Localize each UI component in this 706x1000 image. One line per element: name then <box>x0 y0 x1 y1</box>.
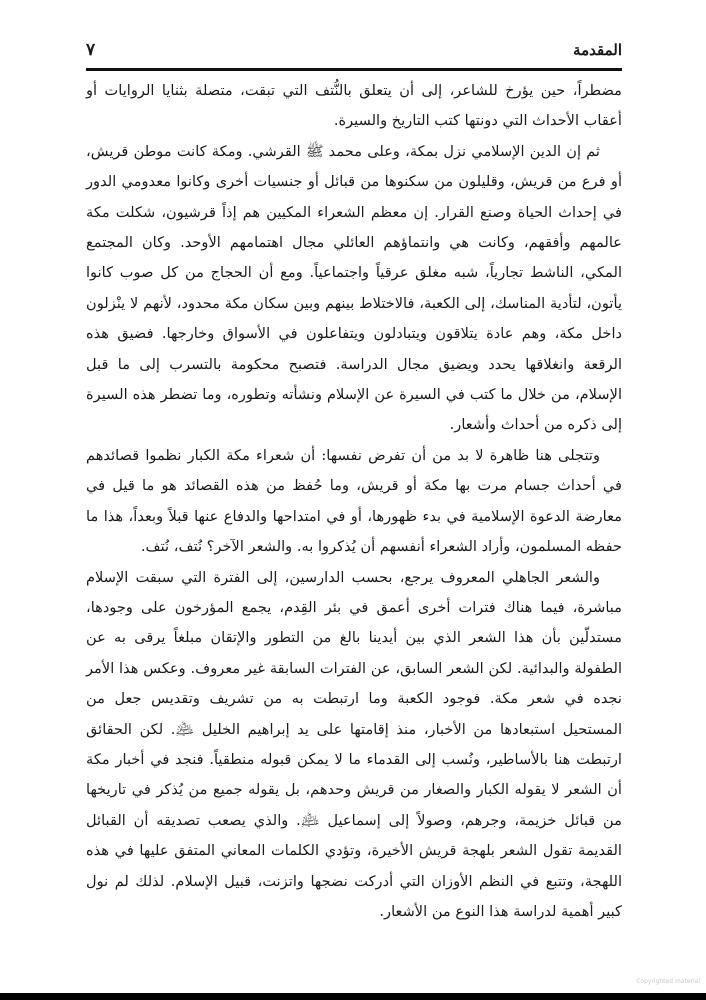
body-text <box>86 76 622 927</box>
chapter-title: المقدمة <box>573 41 622 59</box>
paragraph-continuation: مضطراً، حين يؤرخ للشاعر، إلى أن يتعلق بالنُّتف التي تبقت، متصلة بثنايا الروايات أو أعقاب الأحداث التي دونتها كتب التاريخ والسيرة. <box>86 82 622 130</box>
paragraph: وتتجلى هنا ظاهرة لا بد من أن تفرض نفسها: أن شعراء مكة الكبار نظموا قصائدهم في أحداث جسام مرت بها مكة أو قريش، وما حُفظ من هذه القصائد هو ما قيل في معارضة الدعوة الإسلامية في بدء ظهورها، أو في امتداحها والدفاع عنها قبلاً وبعداً، هذا ما حفظه المسلمون، وأراد الشعراء أنفسهم أن يُذكروا به. والشعر الآخر؟ نُتف، نُتف. <box>86 446 622 556</box>
header-divider <box>86 68 622 71</box>
copyright-watermark: Copyrighted material <box>636 978 700 985</box>
running-header <box>86 30 622 60</box>
paragraph: والشعر الجاهلي المعروف يرجع، بحسب الدارسين، إلى الفترة التي سبقت الإسلام مباشرة، فيما هناك فترات أخرى أعمق في بئر القِدم، يجمع المؤرخون على وجودها، مستدلّين بأن هذا الشعر الذي بين أيدينا بالغ من التطور والإتقان مبلغاً يرقى به عن الطفولة والبدائية. لكن الشعر السابق، عن الفترات السابقة غير معروف. وعكس هذا الأمر نجده في شعر مكة. فوجود الكعبة وما ارتبطت به من تشريف وتقديس جعل من المستحيل استبعادها من الأخبار، منذ إقامتها على يد إبراهيم الخليل ﵇. لكن الحقائق ارتبطت هنا بالأساطير، ونُسب إلى القدماء ما لا يمكن قبوله منطقياً. فنجد في أخبار مكة أن الشعر لا يقوله الكبار والصغار من قريش وحدهم، بل يقوله جميع من يُذكر في تاريخها من قبائل خزيمة، وجرهم، وصولاً إلى إسماعيل ﵇. والذي يصعب تصديقه أن القبائل القديمة تقول الشعر بلهجة قريش الأخيرة، وتؤدي الكلمات المعاني المتفق عليها في هذه اللهجة، وتتبع في النظم الأوزان التي أدركت نضجها واتزنت، قبيل الإسلام. لذلك لم نول كبير أهمية لدراسة هذا النوع من الأشعار. <box>86 568 622 920</box>
page-number: ٧ <box>86 40 96 60</box>
paragraph: ثم إن الدين الإسلامي نزل بمكة، وعلى محمد ﷺ القرشي. ومكة كانت موطن قريش، أو فرع من قريش، وقليلون من سكنوها من قبائل أو جنسيات أخرى وكانوا معدومي الدور في إحداث الحياة وصنع القرار. إن معظم الشعراء المكيين هم إذاً قرشيون، شكلت مكة عالمهم وأفقهم، وكانت هي وانتماؤهم العائلي مجال اهتمامهم الأوحد. وكان المجتمع المكي، الناشط تجارياً، شبه مغلق عرقياً واجتماعياً. ومع أن الحجاج من كل صوب كانوا يأتون، لتأدية المناسك، إلى الكعبة، فالاختلاط بينهم وبين سكان مكة محدود، لأنهم لا ينْزلون داخل مكة، وهم عادة يتلاقون ويتبادلون ويتفاعلون في الأسواق وخارجها. فضيق هذه الرقعة وانغلاقها يحدد ويضيق مجال الدراسة. فتصبح محكومة بالتسرب إلى ما قبل الإسلام، من خلال ما كتب في السيرة عن الإسلام ونشأته وتطوره، وما تضطر هذه السيرة إلى ذكره من أحداث وأشعار. <box>86 142 622 434</box>
bottom-bar <box>0 993 706 1000</box>
